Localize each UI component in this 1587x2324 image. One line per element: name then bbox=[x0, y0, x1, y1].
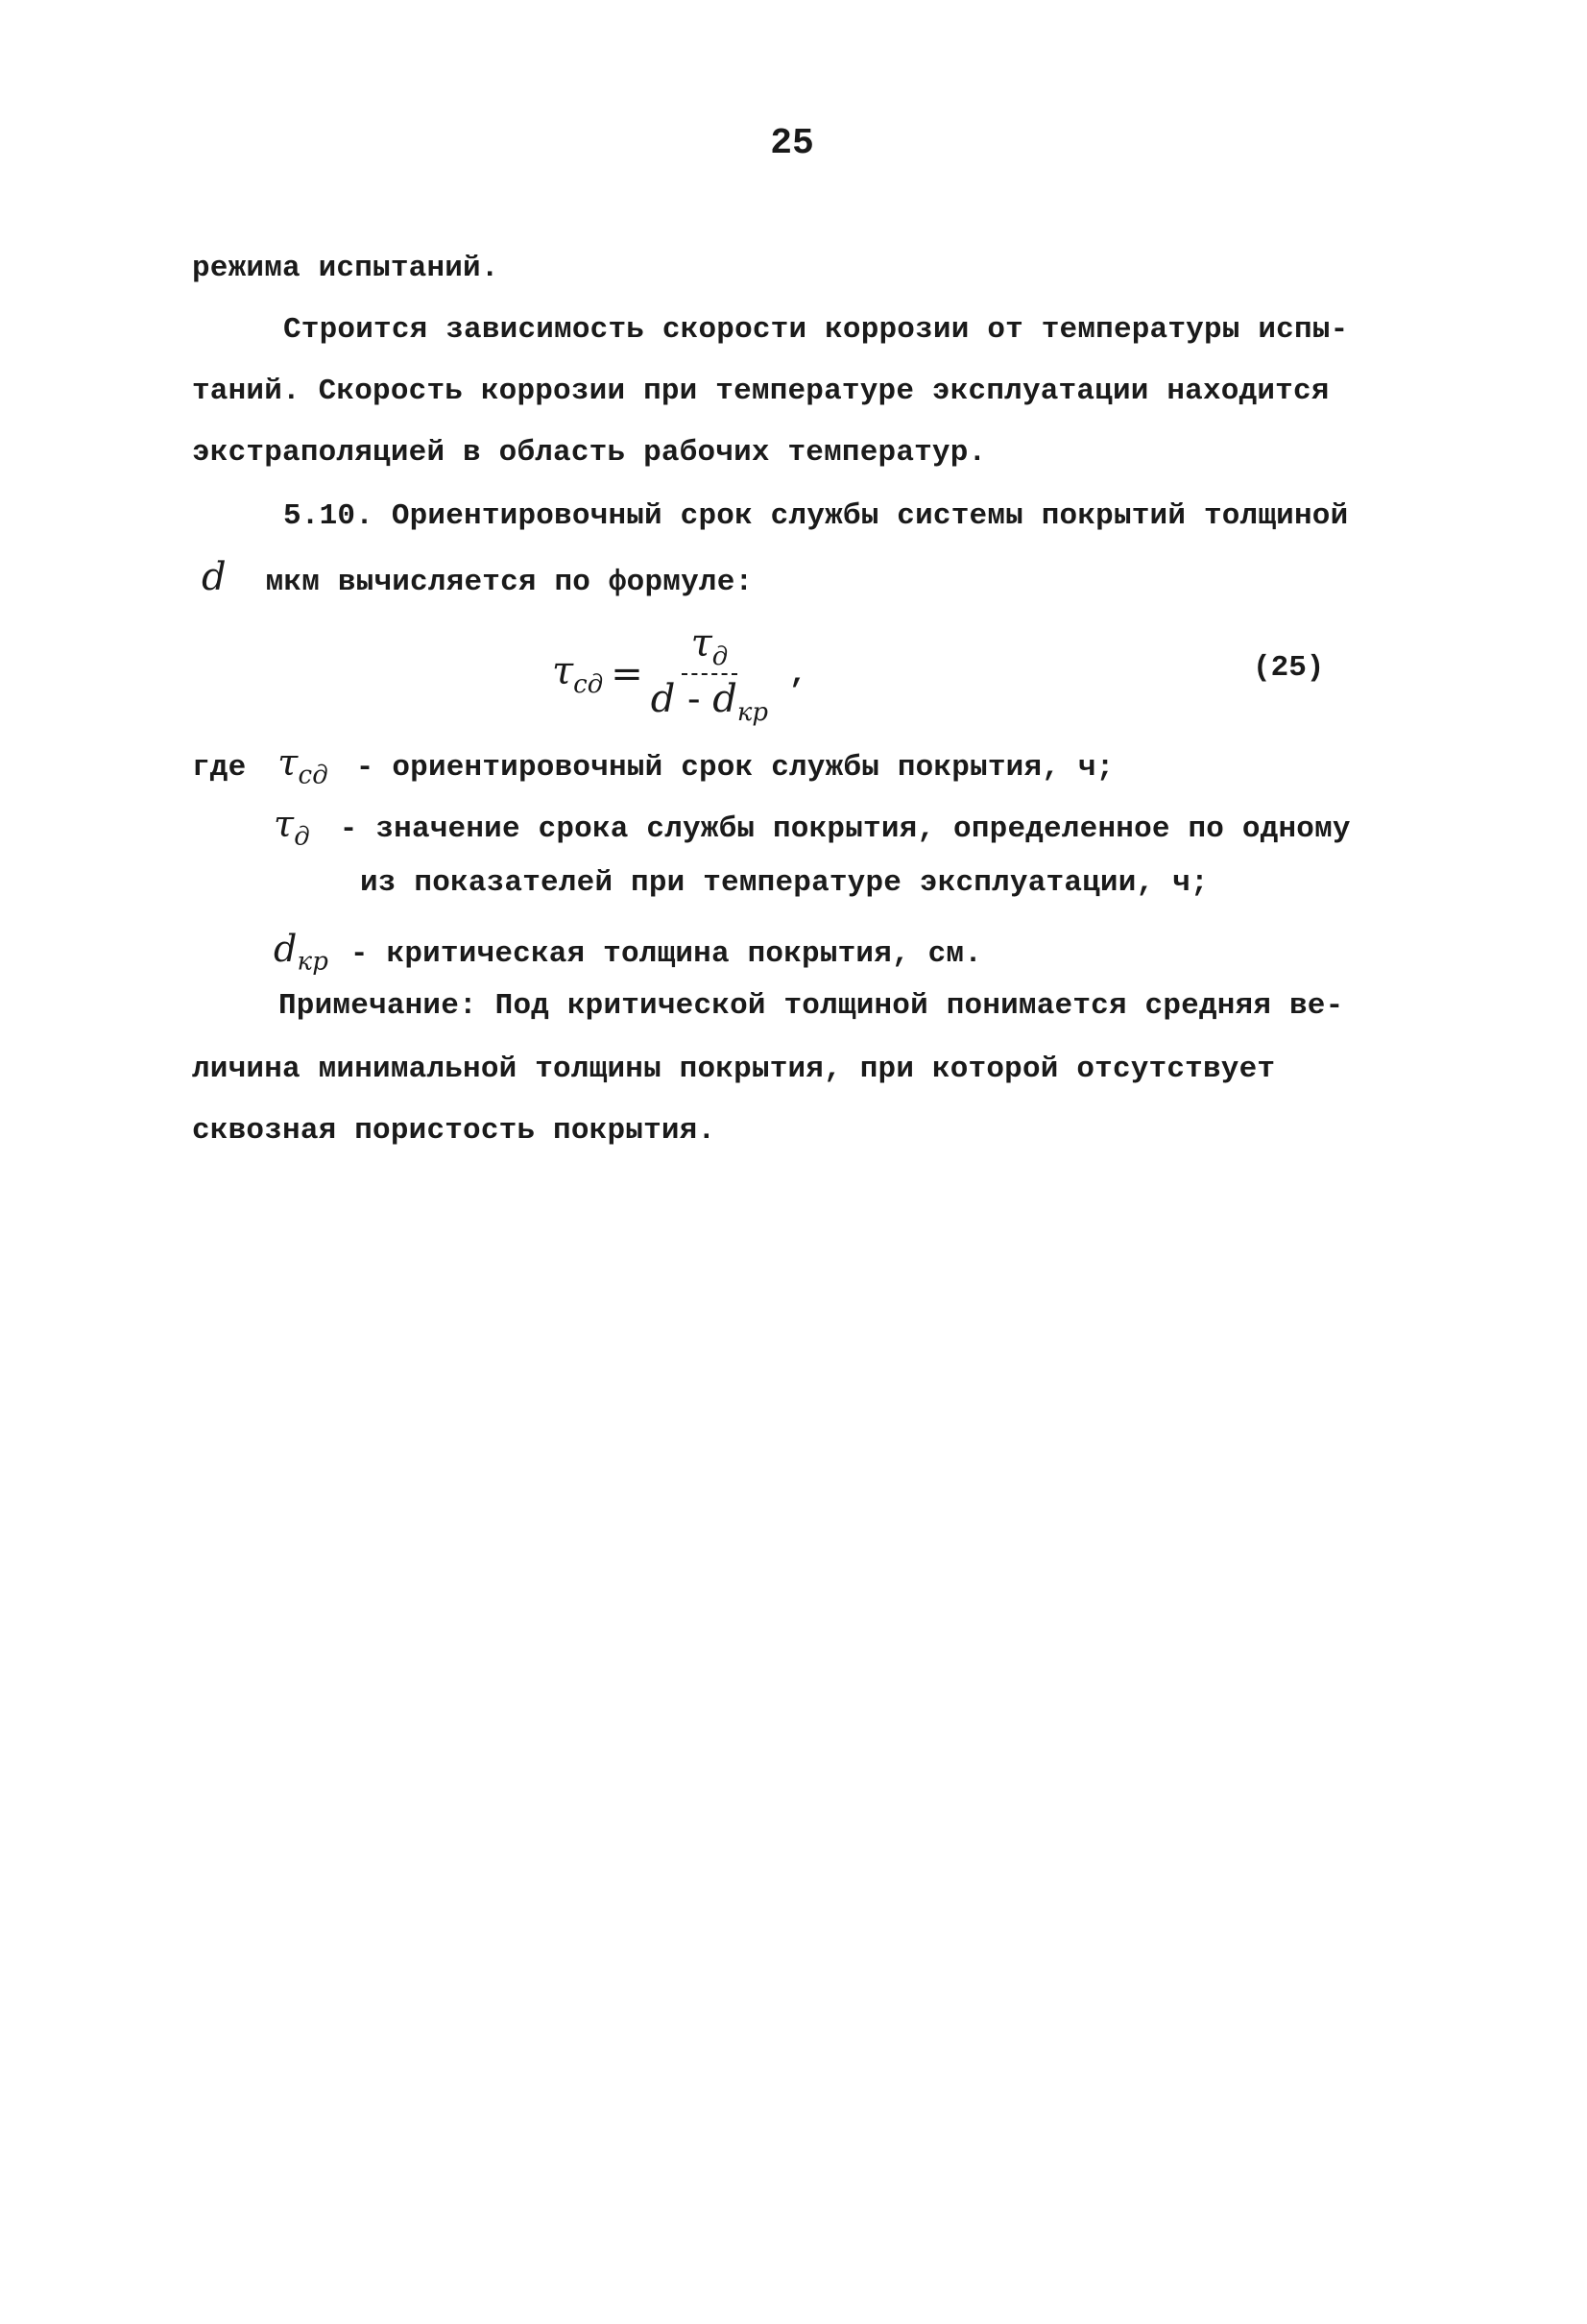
definition-3-symbol: $d_{кр}$ bbox=[274, 928, 329, 977]
formula-comma: , bbox=[789, 657, 807, 691]
text-line-6 bbox=[202, 555, 753, 599]
definition-2-symbol: $\tau_д$ bbox=[274, 803, 310, 852]
definition-2-continuation: из показателей при температуре эксплуатации, ч; bbox=[360, 866, 1209, 900]
note-line-2: личина минимальной толщины покрытия, при которой отсутствует bbox=[192, 1053, 1276, 1086]
formula-equals: = bbox=[611, 652, 643, 696]
definition-1-text: - ориентировочный срок службы покрытия, ч; bbox=[355, 751, 1115, 785]
definition-2-text: - значение срока службы покрытия, определенное по одному bbox=[339, 812, 1351, 846]
formula-service-life bbox=[552, 621, 807, 727]
formula-denominator: d - $d_{кр}$ bbox=[650, 677, 769, 727]
definition-1 bbox=[192, 741, 1114, 790]
equation-number: (25) bbox=[1253, 651, 1325, 685]
text-line-3: таний. Скорость коррозии при температуре эксплуатации находится bbox=[192, 375, 1330, 408]
formula-fraction bbox=[651, 621, 768, 727]
text-line-1: режима испытаний. bbox=[192, 252, 499, 285]
page-number: 25 bbox=[770, 123, 814, 164]
text-line-4: экстраполяцией в область рабочих температур. bbox=[192, 436, 987, 470]
definition-3-text: - критическая толщина покрытия, см. bbox=[349, 937, 983, 971]
text-line-2: Строится зависимость скорости коррозии от температуры испы- bbox=[283, 313, 1349, 347]
where-label: где bbox=[192, 751, 247, 785]
text-line-5: 5.10. Ориентировочный срок службы системы покрытий толщиной bbox=[283, 499, 1349, 533]
definition-2 bbox=[274, 803, 1351, 852]
note-line-1: Примечание: Под критической толщиной понимается средняя ве- bbox=[278, 989, 1344, 1023]
formula-lhs: $\tau_{сд}$ bbox=[552, 649, 604, 699]
definition-1-symbol: $\tau_{сд}$ bbox=[277, 741, 328, 790]
text-line-6-label: мкм вычисляется по формуле: bbox=[265, 566, 754, 599]
definition-3 bbox=[274, 928, 982, 977]
note-line-3: сквозная пористость покрытия. bbox=[192, 1114, 716, 1148]
variable-d: d bbox=[202, 555, 227, 599]
formula-numerator: $\tau_д$ bbox=[682, 621, 738, 675]
